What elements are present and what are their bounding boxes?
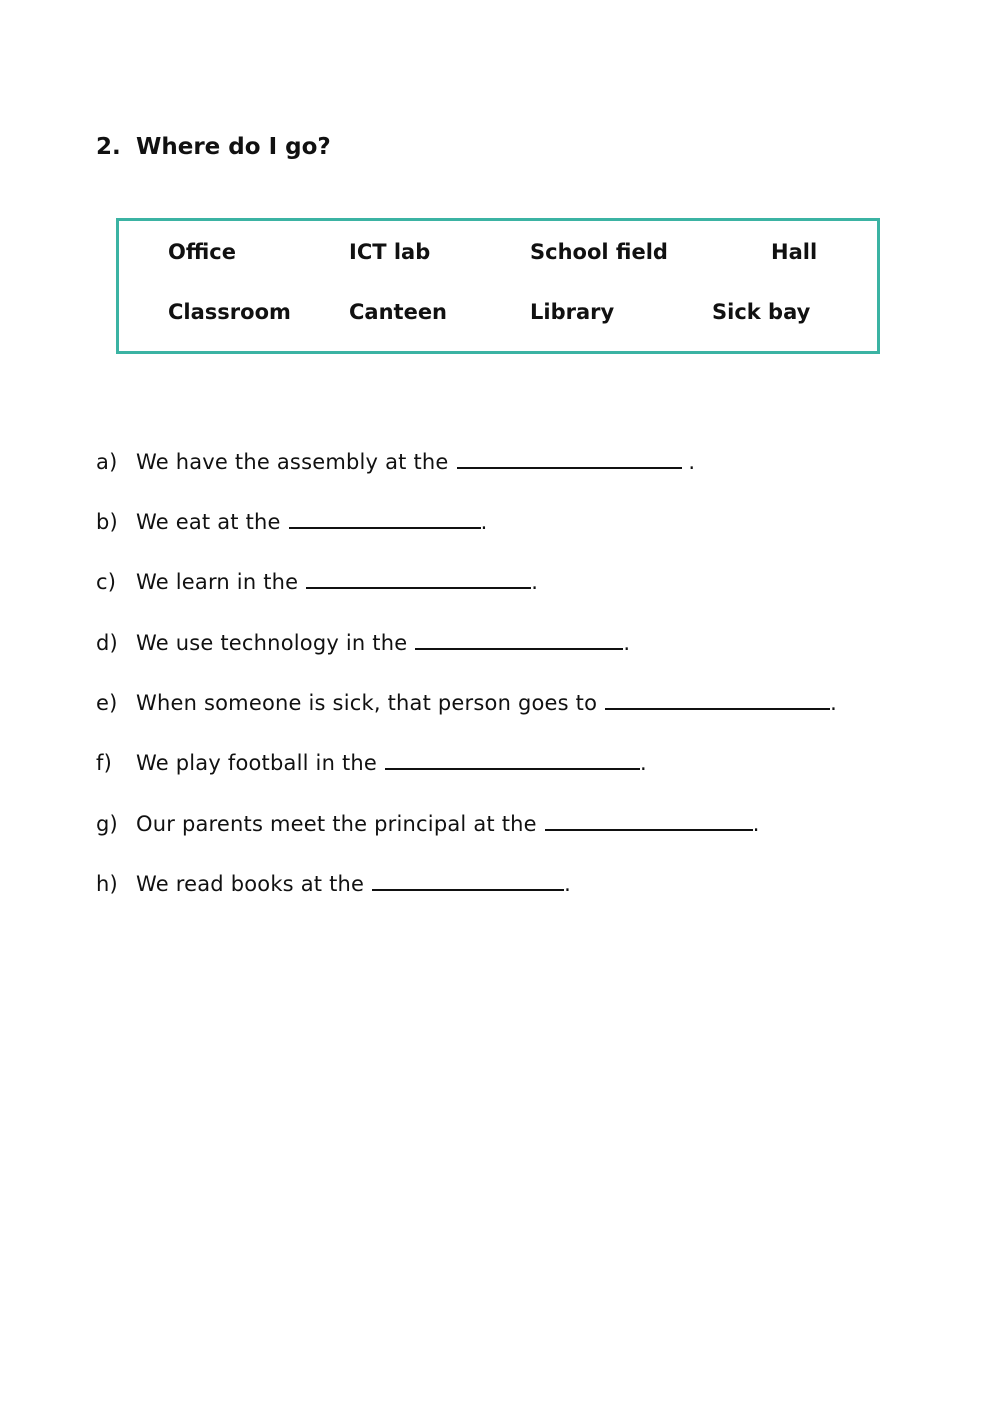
question-text: Our parents meet the principal at the	[136, 812, 537, 836]
question-label: d)	[96, 631, 118, 655]
question-text: We use technology in the	[136, 631, 408, 655]
question-number: 2.	[96, 134, 121, 160]
word-hall: Hall	[771, 240, 818, 264]
question-label: a)	[96, 450, 118, 474]
question-a	[96, 447, 695, 474]
answer-blank[interactable]	[385, 748, 640, 770]
question-end: .	[564, 872, 572, 896]
question-heading: Where do I go?	[136, 134, 331, 160]
question-b	[96, 507, 488, 534]
answer-blank[interactable]	[415, 628, 623, 650]
question-text: We learn in the	[136, 570, 299, 594]
question-h	[96, 869, 571, 896]
question-e	[96, 688, 837, 715]
question-d	[96, 628, 630, 655]
question-f	[96, 748, 647, 775]
question-end: .	[623, 631, 631, 655]
question-end: .	[480, 510, 488, 534]
word-canteen: Canteen	[349, 300, 448, 324]
question-c	[96, 567, 538, 594]
question-label: h)	[96, 872, 118, 896]
word-bank-box	[116, 218, 880, 354]
word-office: Office	[168, 240, 236, 264]
question-end: .	[752, 812, 760, 836]
question-text: We eat at the	[136, 510, 281, 534]
question-end: .	[830, 691, 838, 715]
question-label: f)	[96, 751, 112, 775]
question-label: g)	[96, 812, 118, 836]
question-text: When someone is sick, that person goes to	[136, 691, 598, 715]
answer-blank[interactable]	[372, 869, 564, 891]
question-text: We play football in the	[136, 751, 378, 775]
word-sick-bay: Sick bay	[712, 300, 811, 324]
answer-blank[interactable]	[289, 507, 481, 529]
question-end: .	[640, 751, 647, 775]
question-label: b)	[96, 510, 118, 534]
word-classroom: Classroom	[168, 300, 291, 324]
question-label: e)	[96, 691, 118, 715]
answer-blank[interactable]	[605, 688, 830, 710]
question-end: .	[681, 450, 696, 474]
question-g	[96, 809, 760, 836]
page-title	[96, 134, 331, 160]
answer-blank[interactable]	[545, 809, 753, 831]
word-ict-lab: ICT lab	[349, 240, 431, 264]
question-label: c)	[96, 570, 117, 594]
answer-blank[interactable]	[306, 567, 531, 589]
word-school-field: School field	[530, 240, 668, 264]
word-library: Library	[530, 300, 615, 324]
question-end: .	[531, 570, 539, 594]
answer-blank[interactable]	[457, 447, 682, 469]
question-text: We read books at the	[136, 872, 365, 896]
question-text: We have the assembly at the	[136, 450, 449, 474]
